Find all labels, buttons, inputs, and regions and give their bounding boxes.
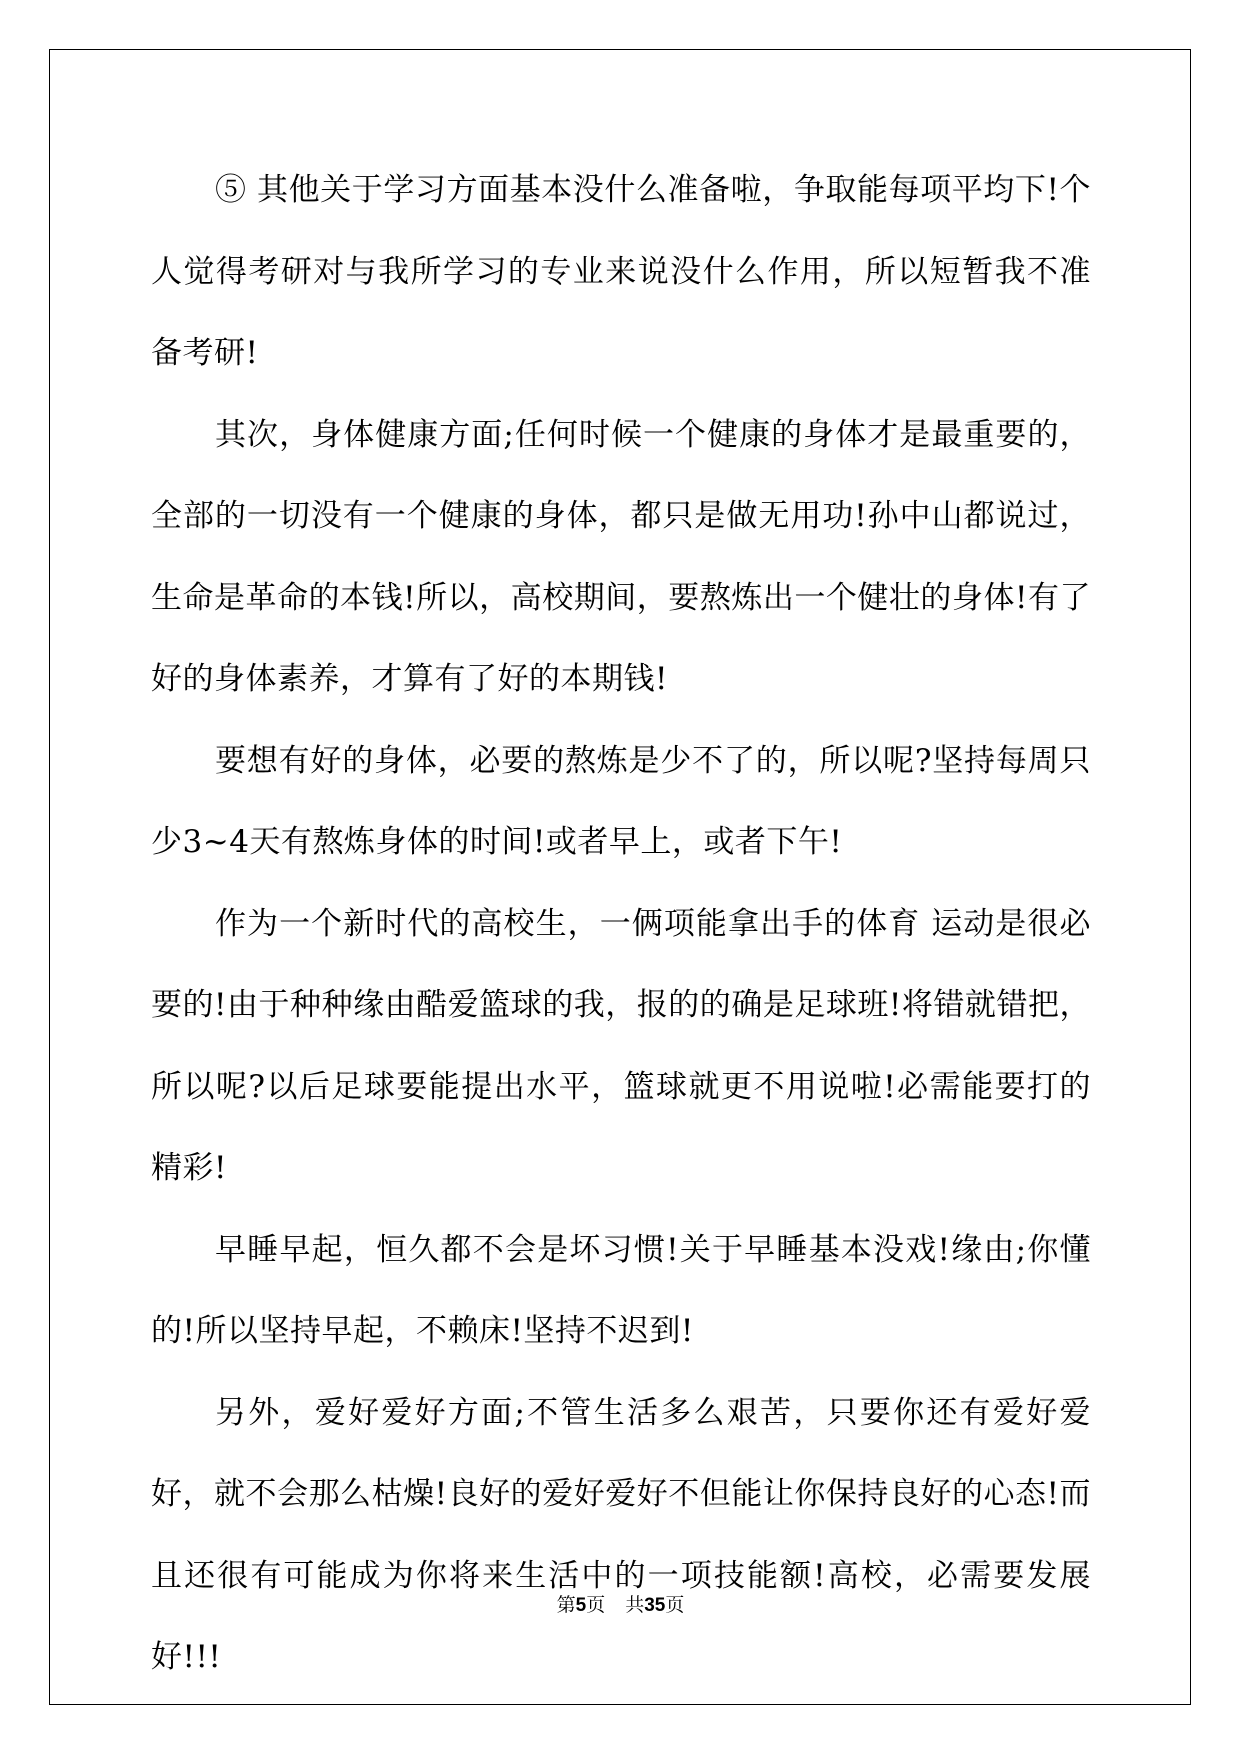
total-suffix: 页 — [665, 1594, 685, 1616]
page-suffix: 页 — [586, 1594, 606, 1616]
page-prefix: 第 — [556, 1594, 576, 1616]
page-number: 5 — [575, 1595, 587, 1616]
paragraph-4: 作为一个新时代的高校生，一俩项能拿出手的体育 运动是很必要的!由于种种缘由酷爱篮球的我，报的的确是足球班!将错就错把，所以呢?以后足球要能提出水平，篮球就更不用说啦!必需能要打的精彩! — [151, 905, 1091, 1186]
paragraph-5: 早睡早起，恒久都不会是坏习惯!关于早睡基本没戏!缘由;你懂的!所以坚持早起，不赖床!坚持不迟到! — [151, 1231, 1091, 1349]
paragraph-6: 另外，爱好爱好方面;不管生活多么艰苦，只要你还有爱好爱好，就不会那么枯燥!良好的爱好爱好不但能让你保持良好的心态!而且还很有可能成为你将来生活中的一项技能额!高校，必需要发展好!!! — [151, 1394, 1091, 1675]
paragraph-1: ⑤ 其他关于学习方面基本没什么准备啦，争取能每项平均下!个人觉得考研对与我所学习的专业来说没什么作用，所以短暂我不准备考研! — [151, 172, 1091, 371]
paragraph-3: 要想有好的身体，必要的熬炼是少不了的，所以呢?坚持每周只少3~4天有熬炼身体的时间!或者早上，或者下午! — [151, 742, 1091, 860]
total-pages: 35 — [644, 1595, 666, 1616]
document-body — [151, 150, 1091, 1699]
paragraph-2: 其次，身体健康方面;任何时候一个健康的身体才是最重要的，全部的一切没有一个健康的身体，都只是做无用功!孙中山都说过，生命是革命的本钱!所以，高校期间，要熬炼出一个健壮的身体!有了好的身体素养，才算有了好的本期钱! — [151, 416, 1091, 697]
page-footer — [0, 1590, 1241, 1617]
total-prefix: 共 — [625, 1594, 645, 1616]
